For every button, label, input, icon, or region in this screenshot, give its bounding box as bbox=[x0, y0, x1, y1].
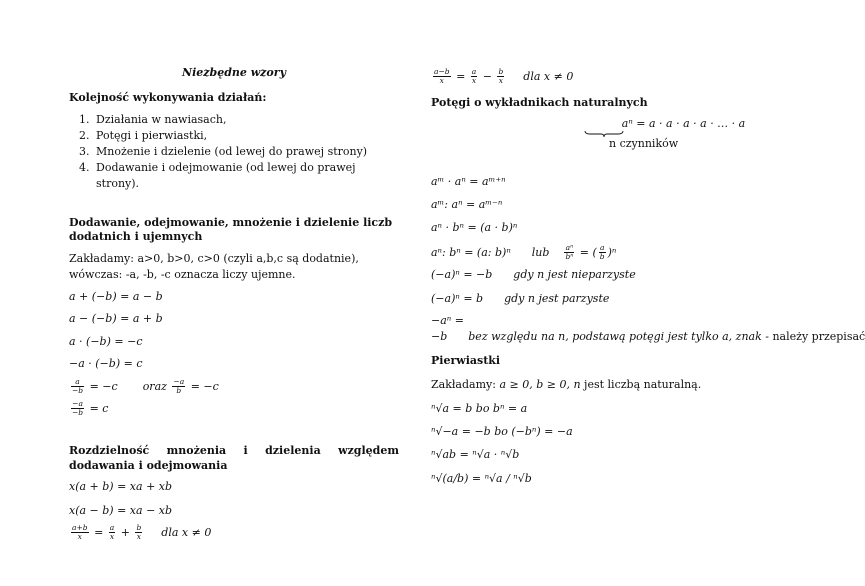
order-heading: Kolejność wykonywania działań: bbox=[69, 91, 267, 104]
fraction: $\frac{\text{aⁿ}}{\text{bⁿ}}$ bbox=[565, 242, 574, 262]
formula-sign-3: a · (−b) = −c bbox=[69, 334, 143, 348]
fraction: $\frac{a+b}{x}$ bbox=[72, 523, 88, 542]
formula-root-4: ⁿ√(a/b) = ⁿ√a / ⁿ√b bbox=[431, 471, 532, 485]
formula-dist-1: x(a + b) = xa + xb bbox=[69, 480, 173, 494]
powers-heading: Potęgi o wykładnikach naturalnych bbox=[431, 95, 648, 109]
roots-assumption: Zakładamy: a ≥ 0, b ≥ 0, n jest liczbą naturalną. bbox=[431, 377, 702, 391]
list-item: 4. Dodawanie i odejmowanie (od lewej do prawej strony). bbox=[93, 160, 399, 192]
fraction: $\frac{b}{x}$ bbox=[498, 67, 504, 86]
list-item: 2. Potęgi i pierwiastki, bbox=[93, 128, 399, 144]
fraction: $\frac{a}{-b}$ bbox=[72, 376, 84, 395]
formula-sign-2: a − (−b) = a + b bbox=[69, 312, 163, 326]
list-item: 3. Mnożenie i dzielenie (od lewej do prawej strony) bbox=[93, 144, 399, 160]
list-item: 1. Działania w nawiasach, bbox=[93, 112, 399, 128]
formula-sign-5: $\frac{a}{-b}$ = −c oraz $\frac{-a}{b}$ = −c bbox=[72, 376, 219, 395]
page-title: Niezbędne wzory bbox=[182, 66, 286, 79]
fraction: $\frac{-a}{b}$ bbox=[173, 376, 185, 395]
formula-sign-4: −a · (−b) = c bbox=[69, 357, 143, 371]
fraction: $\frac{a}{x}$ bbox=[471, 67, 477, 86]
right-column bbox=[431, 66, 865, 486]
signs-assumption: Zakładamy: a>0, b>0, c>0 (czyli a,b,c są dodatnie), wówczas: -a, -b, -c oznacza liczy ujemne. bbox=[69, 252, 359, 282]
formula-power-5: (−a)ⁿ = −b gdy n jest nieparzyste bbox=[431, 268, 636, 282]
signs-heading: Dodawanie, odejmowanie, mnożenie i dzielenie liczb dodatnich i ujemnych bbox=[69, 215, 393, 244]
formula-power-3: aⁿ · bⁿ = (a · b)ⁿ bbox=[431, 221, 518, 235]
formula-root-2: ⁿ√−a = −b bo (−bⁿ) = −a bbox=[431, 425, 573, 439]
formula-root-1: ⁿ√a = b bo bⁿ = a bbox=[431, 401, 528, 415]
formula-sign-6: $\frac{-a}{-b}$ = c bbox=[72, 399, 109, 418]
formula-power-4: aⁿ: bⁿ = (a: b)ⁿ lub $\frac{\text{aⁿ}}{\text{bⁿ}}$ = ( $\frac{a}{b}$ )ⁿ bbox=[431, 242, 617, 262]
formula-sign-1: a + (−b) = a − b bbox=[69, 290, 163, 304]
formula-root-3: ⁿ√ab = ⁿ√a · ⁿ√b bbox=[431, 448, 520, 462]
fraction: $\frac{a-b}{x}$ bbox=[434, 67, 450, 86]
formula-power-6: (−a)ⁿ = b gdy n jest parzyste bbox=[431, 291, 610, 305]
formula-dist-2: x(a − b) = xa − xb bbox=[69, 503, 173, 517]
left-column bbox=[69, 66, 399, 542]
fraction: $\frac{-a}{-b}$ bbox=[72, 399, 84, 418]
power-definition-note: n czynników bbox=[609, 136, 679, 150]
roots-heading: Pierwiastki bbox=[431, 353, 501, 367]
formula-diff-fraction: $\frac{a-b}{x}$ = $\frac{a}{x}$ − $\frac{b}{x}$ dla x ≠ 0 bbox=[434, 67, 574, 86]
fraction: $\frac{a}{x}$ bbox=[109, 523, 115, 542]
formula-power-2: aᵐ: aⁿ = aᵐ⁻ⁿ bbox=[431, 198, 503, 212]
power-definition: aⁿ = a · a · a · a · … · a n czynników bbox=[431, 116, 816, 151]
formula-dist-3: $\frac{a+b}{x}$ = $\frac{a}{x}$ + $\frac{b}{x}$ dla x ≠ 0 bbox=[72, 523, 212, 542]
order-list bbox=[69, 112, 399, 192]
formula-power-7b: −b bez względu na n, podstawą potęgi jest tylko a, znak - należy przepisać bbox=[431, 329, 865, 343]
formula-power-7a: −aⁿ = bbox=[431, 314, 464, 328]
formula-power-1: aᵐ · aⁿ = aᵐ⁺ⁿ bbox=[431, 174, 506, 188]
fraction: $\frac{b}{x}$ bbox=[136, 523, 142, 542]
distributive-heading: Rozdzielność mnożenia i dzielenia względem dodawania i odejmowania bbox=[69, 443, 399, 472]
